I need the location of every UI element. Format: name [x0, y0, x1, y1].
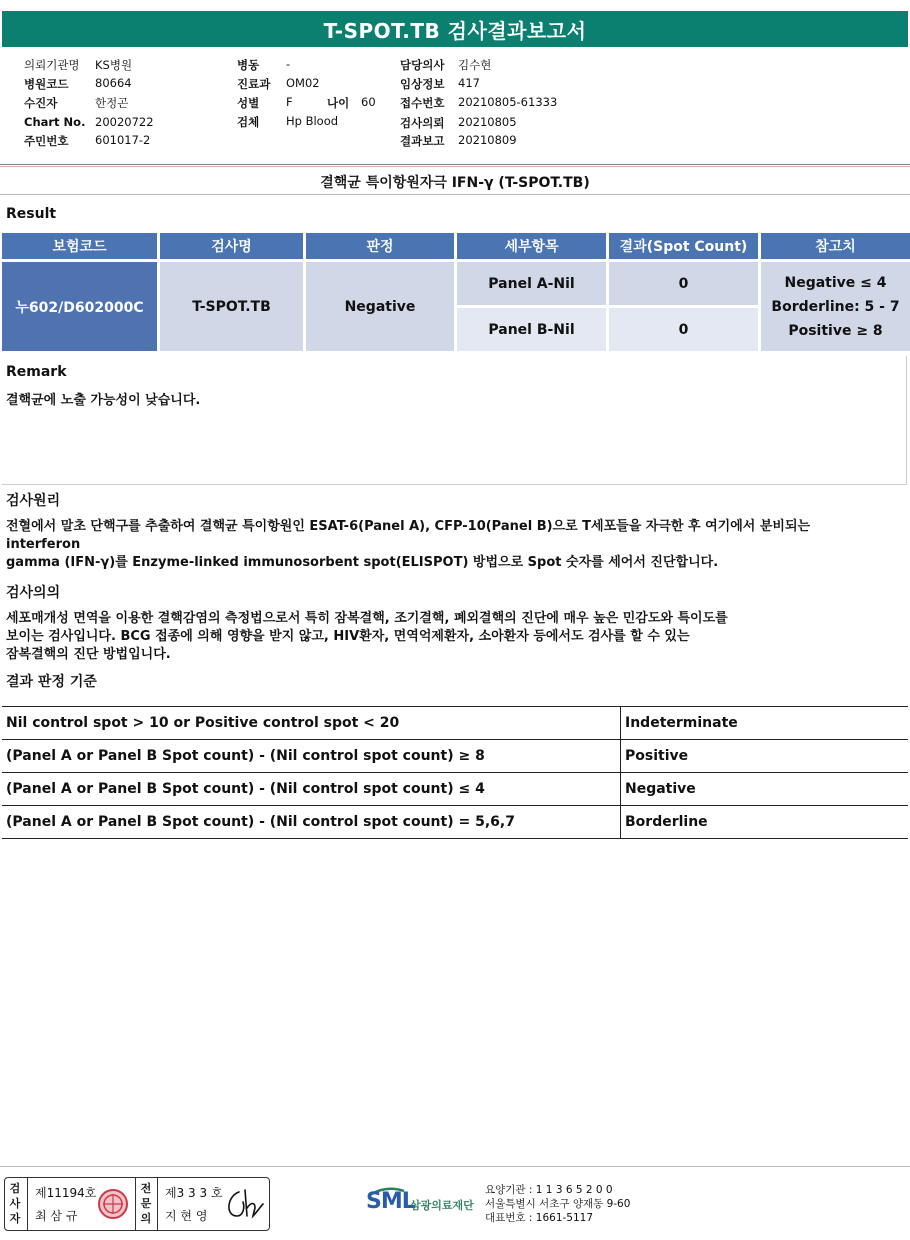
organization-info: [485, 1183, 630, 1225]
info-label: 주민번호: [24, 134, 69, 148]
signature-icon: [223, 1186, 265, 1222]
divider: [27, 1178, 28, 1230]
count-panel-a: 0: [609, 262, 758, 305]
criteria-result: Positive: [621, 740, 909, 773]
org-line: 대표번호 : 1661-5117: [485, 1212, 594, 1224]
inspector-license: 제11194호: [35, 1186, 97, 1200]
info-label: 나이: [327, 96, 350, 110]
insurance-code: 누602/D602000C: [2, 262, 157, 351]
reference-line: Negative ≤ 4: [784, 274, 887, 291]
info-value: 20210809: [458, 133, 517, 147]
table-row: [2, 707, 908, 740]
divider: [157, 1178, 158, 1230]
test-name: T-SPOT.TB: [160, 262, 303, 351]
test-subtitle: 결핵균 특이항원자극 IFN-γ (T-SPOT.TB): [320, 175, 590, 191]
org-line: 서울특별시 서초구 양재동 9-60: [485, 1198, 631, 1210]
info-label: 접수번호: [400, 96, 445, 110]
divider: [0, 194, 910, 195]
info-value: -: [286, 57, 291, 71]
criteria-result: Indeterminate: [621, 707, 909, 740]
header-judgement: 판정: [306, 233, 454, 259]
signature-box: [4, 1177, 270, 1231]
text-line: 보이는 검사입니다. BCG 접종에 의해 영향을 받지 않고, HIV환자, 면역억제환자, 소아환자 등에서도 검사를 할 수 있는: [6, 629, 690, 644]
org-line: 요양기관 : 1 1 3 6 5 2 0 0: [485, 1184, 613, 1196]
remark-text: 결핵균에 노출 가능성이 낮습니다.: [6, 393, 201, 408]
info-value: 20210805: [458, 115, 517, 129]
info-label: 수진자: [24, 96, 58, 110]
remark-box: [2, 356, 907, 485]
header-reference: 참고치: [761, 233, 910, 259]
count-panel-b: 0: [609, 308, 758, 351]
info-label: 임상정보: [400, 77, 445, 91]
header-code: 보험코드: [2, 233, 157, 259]
info-value: F: [286, 95, 293, 109]
info-label: 성별: [237, 96, 260, 110]
info-value: 60: [361, 95, 376, 109]
info-value: 601017-2: [95, 133, 151, 147]
info-value: 80664: [95, 76, 132, 90]
header-item: 세부항목: [457, 233, 606, 259]
text-line: 세포매개성 면역을 이용한 결핵감염의 측정법으로서 특히 잠복결핵, 조기결핵, 폐외결핵의 진단에 매우 높은 민감도와 특이도를: [6, 611, 728, 626]
criteria-condition: Nil control spot > 10 or Positive control spot < 20: [2, 707, 621, 740]
table-header-row: [2, 233, 910, 259]
info-value: OM02: [286, 76, 320, 90]
info-label: 검체: [237, 115, 260, 129]
info-label: Chart No.: [24, 115, 86, 129]
reviewer-name: 지 현 영: [165, 1209, 208, 1223]
info-value: 20210805-61333: [458, 95, 558, 109]
criteria-condition: (Panel A or Panel B Spot count) - (Nil control spot count) ≤ 4: [2, 773, 621, 806]
result-table: [0, 230, 910, 354]
report-title: T-SPOT.TB 검사결과보고서: [2, 11, 908, 47]
criteria-result: Borderline: [621, 806, 909, 839]
table-row: [2, 773, 908, 806]
info-label: 검사의뢰: [400, 116, 445, 130]
reviewer-label: 전문의: [140, 1182, 152, 1225]
info-value: 김수현: [458, 58, 492, 72]
info-value: 417: [458, 76, 480, 90]
divider: [135, 1178, 136, 1230]
judgement: Negative: [306, 262, 454, 351]
principle-label: 검사원리: [6, 493, 61, 509]
text-line: gamma (IFN-γ)를 Enzyme-linked immunosorbent spot(ELISPOT) 방법으로 Spot 숫자를 세어서 진단합니다.: [6, 555, 719, 570]
result-label: Result: [6, 206, 57, 222]
info-label: 진료과: [237, 77, 271, 91]
table-row: [2, 806, 908, 839]
inspector-name: 최 삼 규: [35, 1209, 78, 1223]
criteria-condition: (Panel A or Panel B Spot count) - (Nil control spot count) = 5,6,7: [2, 806, 621, 839]
seal-icon: [97, 1188, 129, 1220]
criteria-label: 결과 판정 기준: [6, 674, 97, 690]
table-row: [2, 262, 910, 305]
reviewer-license: 제3 3 3 호: [165, 1186, 223, 1200]
info-value: Hp Blood: [286, 114, 339, 128]
info-label: 결과보고: [400, 134, 445, 148]
info-value: 20020722: [95, 115, 154, 129]
text-line: interferon: [6, 537, 81, 552]
org-name: 삼광의료재단: [410, 1199, 474, 1212]
header-test-name: 검사명: [160, 233, 303, 259]
header-count: 결과(Spot Count): [609, 233, 758, 259]
info-value: KS병원: [95, 58, 133, 72]
footer-divider: [0, 1166, 910, 1167]
text-line: 잠복결핵의 진단 방법입니다.: [6, 647, 171, 662]
divider: [0, 166, 910, 167]
patient-info: [0, 52, 910, 164]
significance-text: [6, 610, 886, 664]
principle-text: [6, 518, 886, 572]
table-row: [2, 740, 908, 773]
significance-label: 검사의의: [6, 585, 61, 601]
criteria-table: [2, 706, 908, 839]
text-line: 전혈에서 말초 단핵구를 추출하여 결핵균 특이항원인 ESAT-6(Panel A), CFP-10(Panel B)으로 T세포들을 자극한 후 여기에서 분비되는: [6, 519, 811, 534]
organization-logo: [366, 1183, 484, 1223]
logo-text: SML: [366, 1189, 415, 1214]
info-label: 의뢰기관명: [24, 58, 80, 72]
criteria-result: Negative: [621, 773, 909, 806]
item-panel-b: Panel B-Nil: [457, 308, 606, 351]
reference-line: Positive ≥ 8: [788, 322, 883, 339]
item-panel-a: Panel A-Nil: [457, 262, 606, 305]
reference-line: Borderline: 5 - 7: [771, 298, 900, 315]
info-value: 한정곤: [95, 96, 129, 110]
info-label: 담당의사: [400, 58, 445, 72]
divider: [0, 164, 910, 165]
inspector-label: 검사자: [9, 1182, 21, 1225]
criteria-condition: (Panel A or Panel B Spot count) - (Nil control spot count) ≥ 8: [2, 740, 621, 773]
remark-label: Remark: [6, 364, 67, 380]
info-label: 병원코드: [24, 77, 69, 91]
reference-range: [761, 262, 910, 351]
info-label: 병동: [237, 58, 260, 72]
